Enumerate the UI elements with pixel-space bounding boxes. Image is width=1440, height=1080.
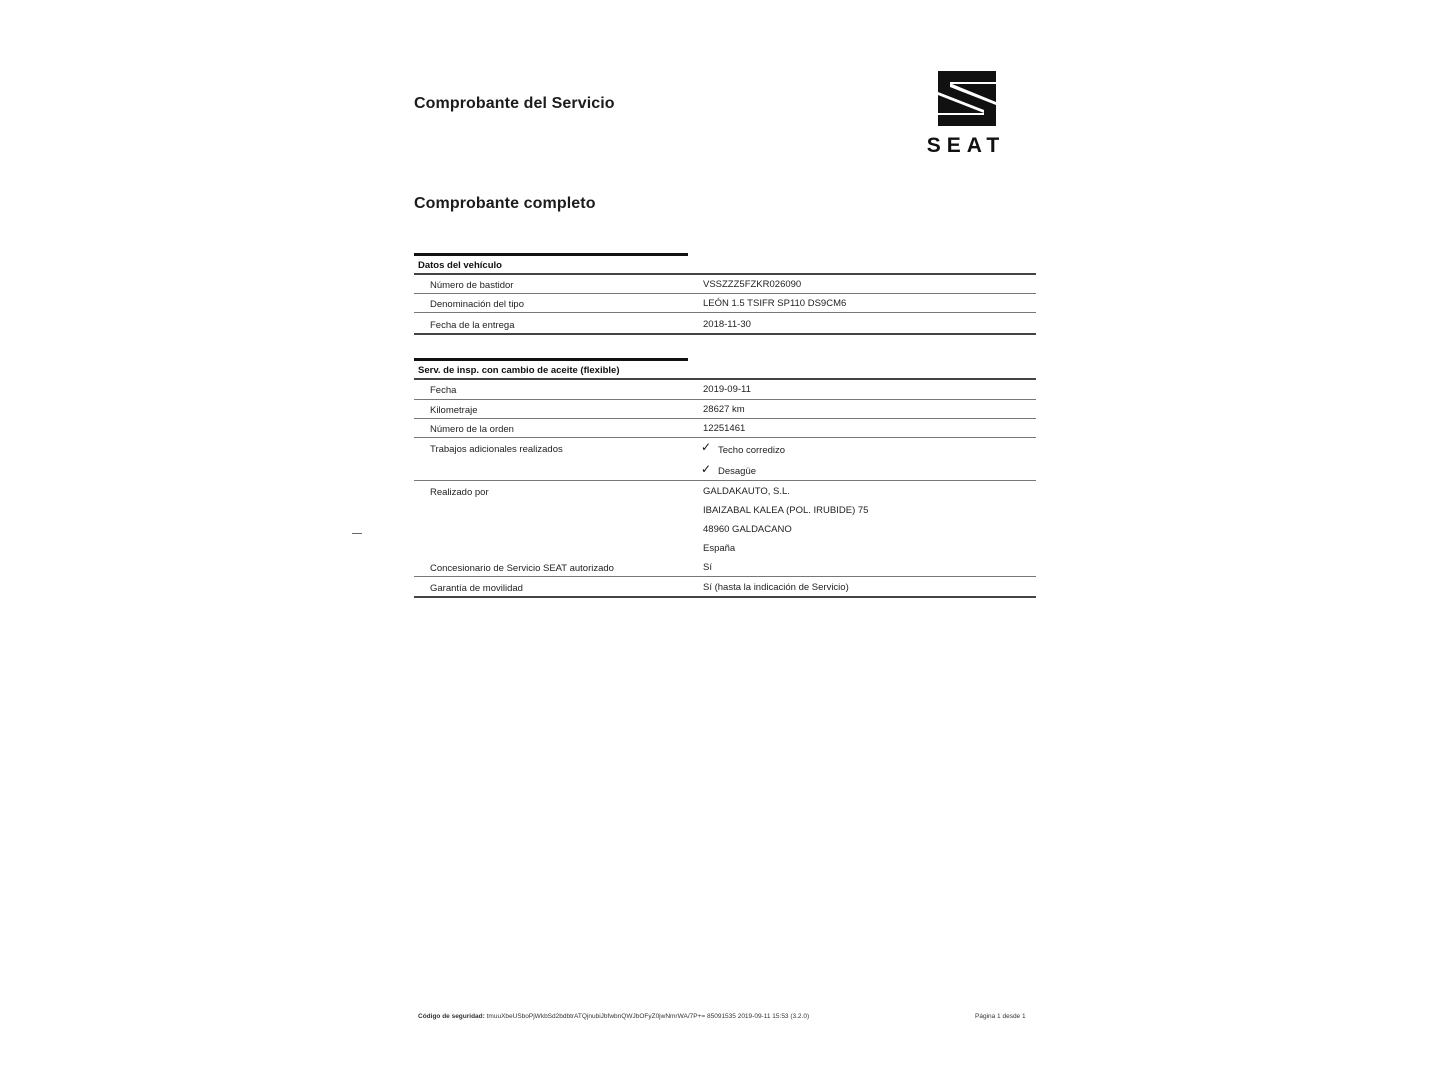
extra-work-label: Trabajos adicionales realizados xyxy=(430,444,563,455)
security-code-label: Código de seguridad: xyxy=(418,1013,485,1020)
mobility-guarantee-value: Sí (hasta la indicación de Servicio) xyxy=(703,582,849,593)
authorized-dealer-label: Concesionario de Servicio SEAT autorizado xyxy=(430,563,614,574)
vin-value: VSSZZZ5FZKR026090 xyxy=(703,279,802,290)
divider xyxy=(414,399,1036,400)
service-date-value: 2019-09-11 xyxy=(703,384,751,395)
margin-mark xyxy=(352,533,362,534)
checkmark-icon: ✓ xyxy=(701,440,712,454)
security-code xyxy=(418,1013,809,1020)
divider xyxy=(414,576,1036,577)
mileage-value: 28627 km xyxy=(703,404,745,415)
seat-logo-icon xyxy=(912,68,1020,130)
delivery-date-label: Fecha de la entrega xyxy=(430,320,515,331)
dealer-name: GALDAKAUTO, S.L. xyxy=(703,486,790,497)
authorized-dealer-value: Sí xyxy=(703,562,712,573)
type-label: Denominación del tipo xyxy=(430,299,525,310)
service-section-heading: Serv. de insp. con cambio de aceite (flexible) xyxy=(418,365,620,376)
brand-name: SEAT xyxy=(926,134,1006,157)
vehicle-section-bar xyxy=(414,253,688,256)
mobility-guarantee-label: Garantía de movilidad xyxy=(430,583,523,594)
mileage-label: Kilometraje xyxy=(430,405,478,416)
divider xyxy=(414,480,1036,481)
performed-by-label: Realizado por xyxy=(430,487,489,498)
divider xyxy=(414,293,1036,294)
divider xyxy=(414,273,1036,275)
divider xyxy=(414,437,1036,438)
delivery-date-value: 2018-11-30 xyxy=(703,319,751,330)
divider xyxy=(414,333,1036,335)
document-title: Comprobante del Servicio xyxy=(414,95,615,112)
checkmark-icon: ✓ xyxy=(701,462,712,476)
extra-work-item: Desagüe xyxy=(718,466,757,477)
divider xyxy=(414,312,1036,313)
page-number: Página 1 desde 1 xyxy=(975,1013,1026,1020)
dealer-city: 48960 GALDACANO xyxy=(703,524,792,535)
dealer-street: IBAIZABAL KALEA (POL. IRUBIDE) 75 xyxy=(703,505,869,516)
divider xyxy=(414,596,1036,598)
divider xyxy=(414,418,1036,419)
document-subtitle: Comprobante completo xyxy=(414,195,596,212)
extra-work-item: Techo corredizo xyxy=(718,445,786,456)
vehicle-section-heading: Datos del vehículo xyxy=(418,260,502,271)
vin-label: Número de bastidor xyxy=(430,280,514,291)
service-section-bar xyxy=(414,358,688,361)
seat-logo xyxy=(912,68,1022,160)
type-value: LEÓN 1.5 TSIFR SP110 DS9CM6 xyxy=(703,298,847,309)
security-code-value: tmuuXbeUSboPjWkbSd2bdbtrATQjnubiJbfwbnQWJbOFyZ0jwNmrWA/7P+= 85091535 2019-09-11 15:53 (3.2.0) xyxy=(486,1013,810,1020)
service-date-label: Fecha xyxy=(430,385,457,396)
order-number-label: Número de la orden xyxy=(430,424,514,435)
divider xyxy=(414,378,1036,380)
order-number-value: 12251461 xyxy=(703,423,746,434)
dealer-country: España xyxy=(703,543,736,554)
